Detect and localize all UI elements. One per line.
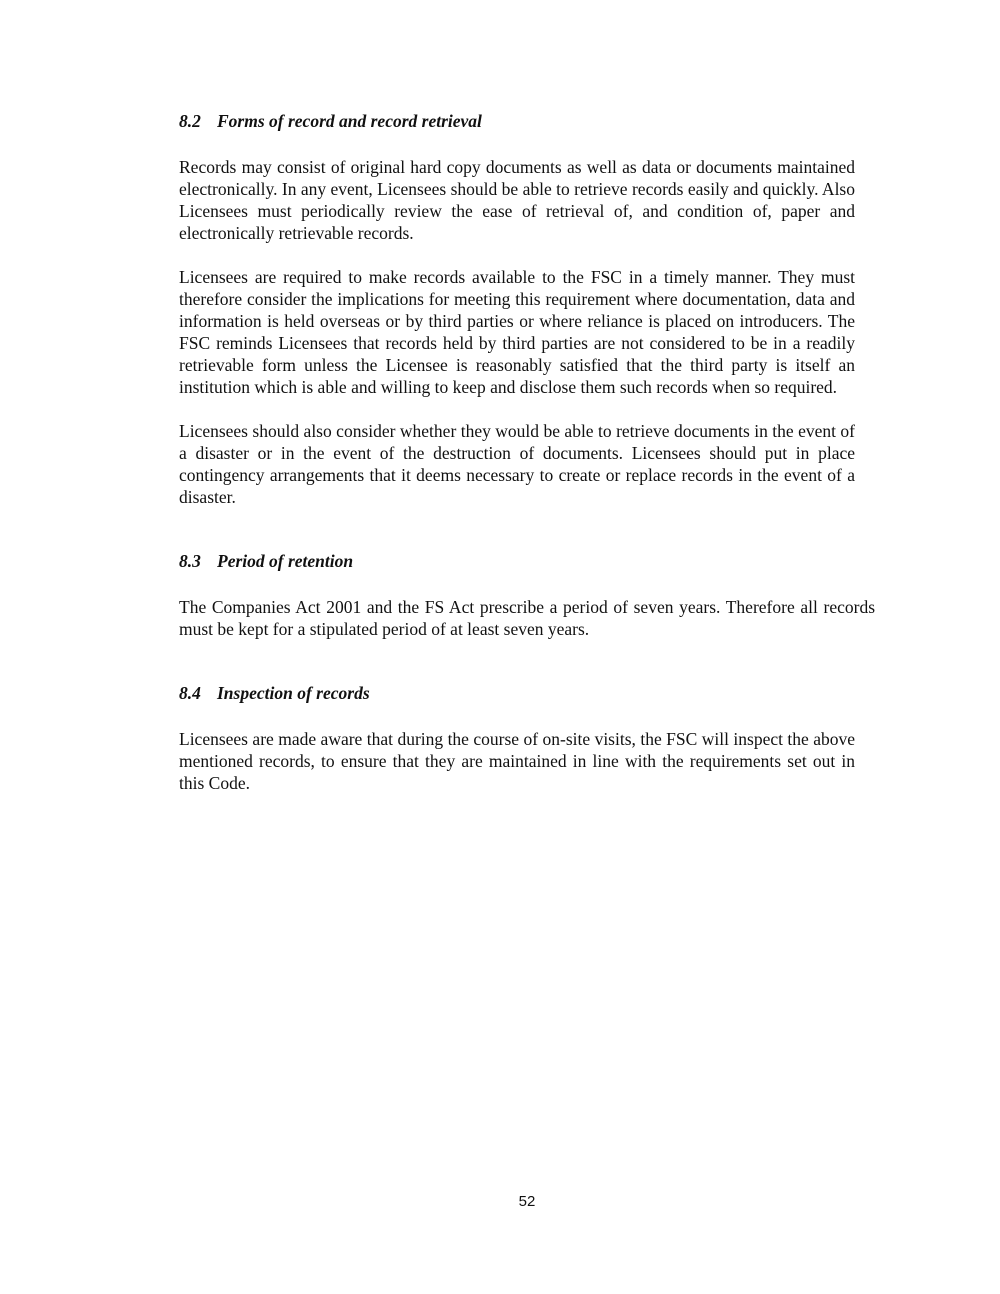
section-heading [179,680,855,706]
section-title: Forms of record and record retrieval [217,111,482,131]
section-8-4 [179,680,855,794]
section-title: Period of retention [217,551,354,571]
section-heading [179,108,855,134]
page-number: 52 [518,1193,536,1210]
section-heading [179,548,855,574]
section-number: 8.4 [179,683,201,703]
section-number: 8.2 [179,111,201,131]
paragraph: The Companies Act 2001 and the FS Act prescribe a period of seven years. Therefore all records must be kept for a stipulated period of at least seven years. [179,597,875,639]
section-8-2 [179,108,855,508]
paragraph: Licensees are required to make records available to the FSC in a timely manner. They must therefore consider the implications for meeting this requirement where documentation, data and information is held overseas or by third parties or where reliance is placed on introducers. The FSC reminds Licensees that records held by third parties are not considered to be in a readily retrievable form unless the Licensee is reasonably satisfied that the third party is itself an institution which is able and willing to keep and disclose them such records when so required. [179,267,855,397]
section-title: Inspection of records [217,683,370,703]
document-body [179,108,875,794]
section-8-3 [179,548,875,640]
paragraph: Records may consist of original hard copy documents as well as data or documents maintained electronically. In any event, Licensees should be able to retrieve records easily and quickly. Also Licensees must periodically review the ease of retrieval of, and condition of, paper and electronically retrievable records. [179,157,855,243]
paragraph: Licensees should also consider whether they would be able to retrieve documents in the event of a disaster or in the event of the destruction of documents. Licensees should put in place contingency arrangements that it deems necessary to create or replace records in the event of a disaster. [179,421,855,507]
section-number: 8.3 [179,551,201,571]
paragraph: Licensees are made aware that during the course of on-site visits, the FSC will inspect the above mentioned records, to ensure that they are maintained in line with the requirements set out in this Code. [179,729,855,793]
